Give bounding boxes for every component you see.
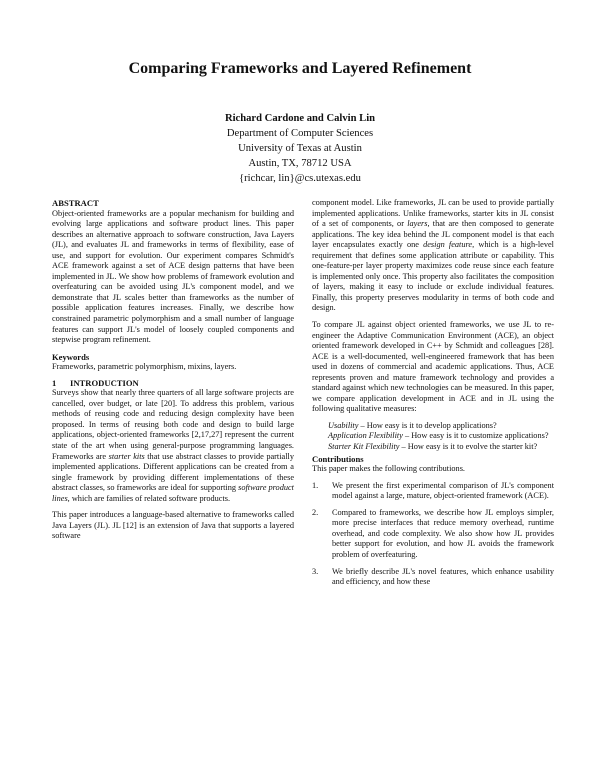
intro-paragraph-2: This paper introduces a language-based alternative to frameworks called Java Layers (JL). JL [12] is an extension of Java that supports a layered software	[52, 510, 294, 541]
abstract-heading: ABSTRACT	[52, 198, 99, 208]
measure-term: Usability	[328, 420, 359, 430]
right-paragraph-2: To compare JL against object oriented frameworks, we use JL to re-engineer the Adaptive Communication Environment (ACE), an object oriented framework developed in C++ by Schmidt and colleagues [28]. ACE is a well-documented, well-engineered framework that has been used in dozens of commercial and academic applications. Thus, ACE represents proven and mature framework technology and provides a standard against which new technologies can be measured. In this paper, we compare application development in ACE and in JL using the following qualitative measures:	[312, 320, 554, 414]
intro-text-1c: , which are families of related software products.	[67, 493, 231, 503]
measure-item	[328, 431, 554, 442]
right-emphasis-design-feature: design feature	[423, 240, 473, 250]
contribution-text: We briefly describe JL's novel features, which enhance usability and efficiency, and how these	[332, 566, 554, 587]
contributions-heading: Contributions	[312, 453, 364, 464]
left-column	[52, 198, 294, 542]
right-text-1b: , that are then composed to generate applications. The key idea behind the JL component model is that each layer encapsulates exactly one	[312, 219, 554, 250]
intro-emphasis-product-lines: software product lines	[52, 483, 294, 503]
intro-text-1a: Surveys show that nearly three quarters of all large software projects are cancelled, over budget, or late [20]. To address this problem, various methods of reusing code and reducing design complexity have been proposed. In terms of reusing both code and design to build large applications, object-oriented frameworks [2,17,27] represent the current state of the art when using general-purpose programming languages. Frameworks are	[52, 388, 294, 461]
section-title: INTRODUCTION	[70, 377, 139, 388]
right-text-1a: component model. Like frameworks, JL can be used to provide partially implemented applications. Unlike frameworks, starter kits in JL consist of a set of components, or	[312, 198, 554, 229]
measure-item	[328, 421, 554, 432]
right-emphasis-layers: layers	[407, 219, 428, 229]
author-block	[0, 111, 600, 186]
qualitative-measures-list	[328, 421, 554, 453]
contribution-number: 3.	[312, 566, 319, 576]
contributions-intro: This paper makes the following contributions.	[312, 464, 466, 474]
contribution-item	[312, 508, 554, 561]
section-number: 1	[52, 377, 57, 388]
intro-text-1b: that use abstract classes to provide partially implemented applications. Different applications can be created from a single framework by providing different implementations of these abstract classes, so frameworks are ideal for supporting	[52, 451, 294, 493]
right-text-1c: , which is a high-level requirement that defines some application attribute or capability. This one-feature-per layer property maximizes code reuse since each feature is implemented only once. This property also facilitates the composition of layers, making it easy to include or exclude individual features. Finally, this property preserves modularity in terms of both code and design.	[312, 240, 554, 313]
measure-item	[328, 442, 554, 453]
keywords-heading: Keywords	[52, 351, 90, 362]
right-column	[312, 198, 554, 594]
intro-emphasis-starter-kits: starter kits	[108, 451, 145, 461]
contributions-list	[312, 481, 554, 588]
contribution-number: 1.	[312, 480, 319, 490]
paper-title: Comparing Frameworks and Layered Refinement	[128, 60, 472, 77]
abstract-text: Object-oriented frameworks are a popular mechanism for building and evolving large applications and software product lines. This paper describes an alternative approach to software construction, Java Layers (JL), and evaluates JL and frameworks in terms of flexibility, ease of use, and support for evolution. Our experiment compares Schmidt's ACE framework against a set of ACE design patterns that have been implemented in JL. We show how problems of framework evolution and overfeaturing can be avoided using JL's component model, and we demonstrate that JL scales better than frameworks as the number of possible application features increases. Finally, we describe how constrained parametric polymorphism and a small number of language features can support JL's model of loosely coupled components and stepwise program refinement.	[52, 208, 294, 345]
right-paragraph-1	[312, 198, 554, 314]
contribution-text: We present the first experimental comparison of JL's component model against a large, mature, object-oriented framework (ACE).	[332, 480, 554, 501]
measure-term: Application Flexibility	[328, 431, 403, 441]
contribution-item	[312, 481, 554, 502]
keywords-text: Frameworks, parametric polymorphism, mixins, layers.	[52, 362, 237, 372]
affiliation-university: University of Texas at Austin	[238, 143, 362, 154]
intro-paragraph-1	[52, 388, 294, 504]
measure-term: Starter Kit Flexibility	[328, 442, 400, 452]
measure-desc: – How easy is it to develop applications?	[358, 420, 497, 430]
contribution-number: 2.	[312, 507, 319, 517]
contribution-text: Compared to frameworks, we describe how JL employs simpler, more precise interfaces that reduce memory overhead, runtime overhead, and code complexity. We also show how JL provides better support for evolution, and how JL avoids the framework problem of overfeaturing.	[332, 507, 554, 559]
affiliation-department: Department of Computer Sciences	[226, 128, 374, 139]
contribution-item	[312, 567, 554, 588]
measure-desc: – How easy is it to evolve the starter kit?	[399, 442, 538, 452]
author-email: {richcar, lin}@cs.utexas.edu	[239, 173, 361, 184]
measure-desc: – How easy is it to customize applications?	[402, 431, 549, 441]
affiliation-address: Austin, TX, 78712 USA	[248, 158, 352, 169]
author-names: Richard Cardone and Calvin Lin	[224, 113, 376, 124]
section-heading-introduction	[52, 378, 294, 389]
